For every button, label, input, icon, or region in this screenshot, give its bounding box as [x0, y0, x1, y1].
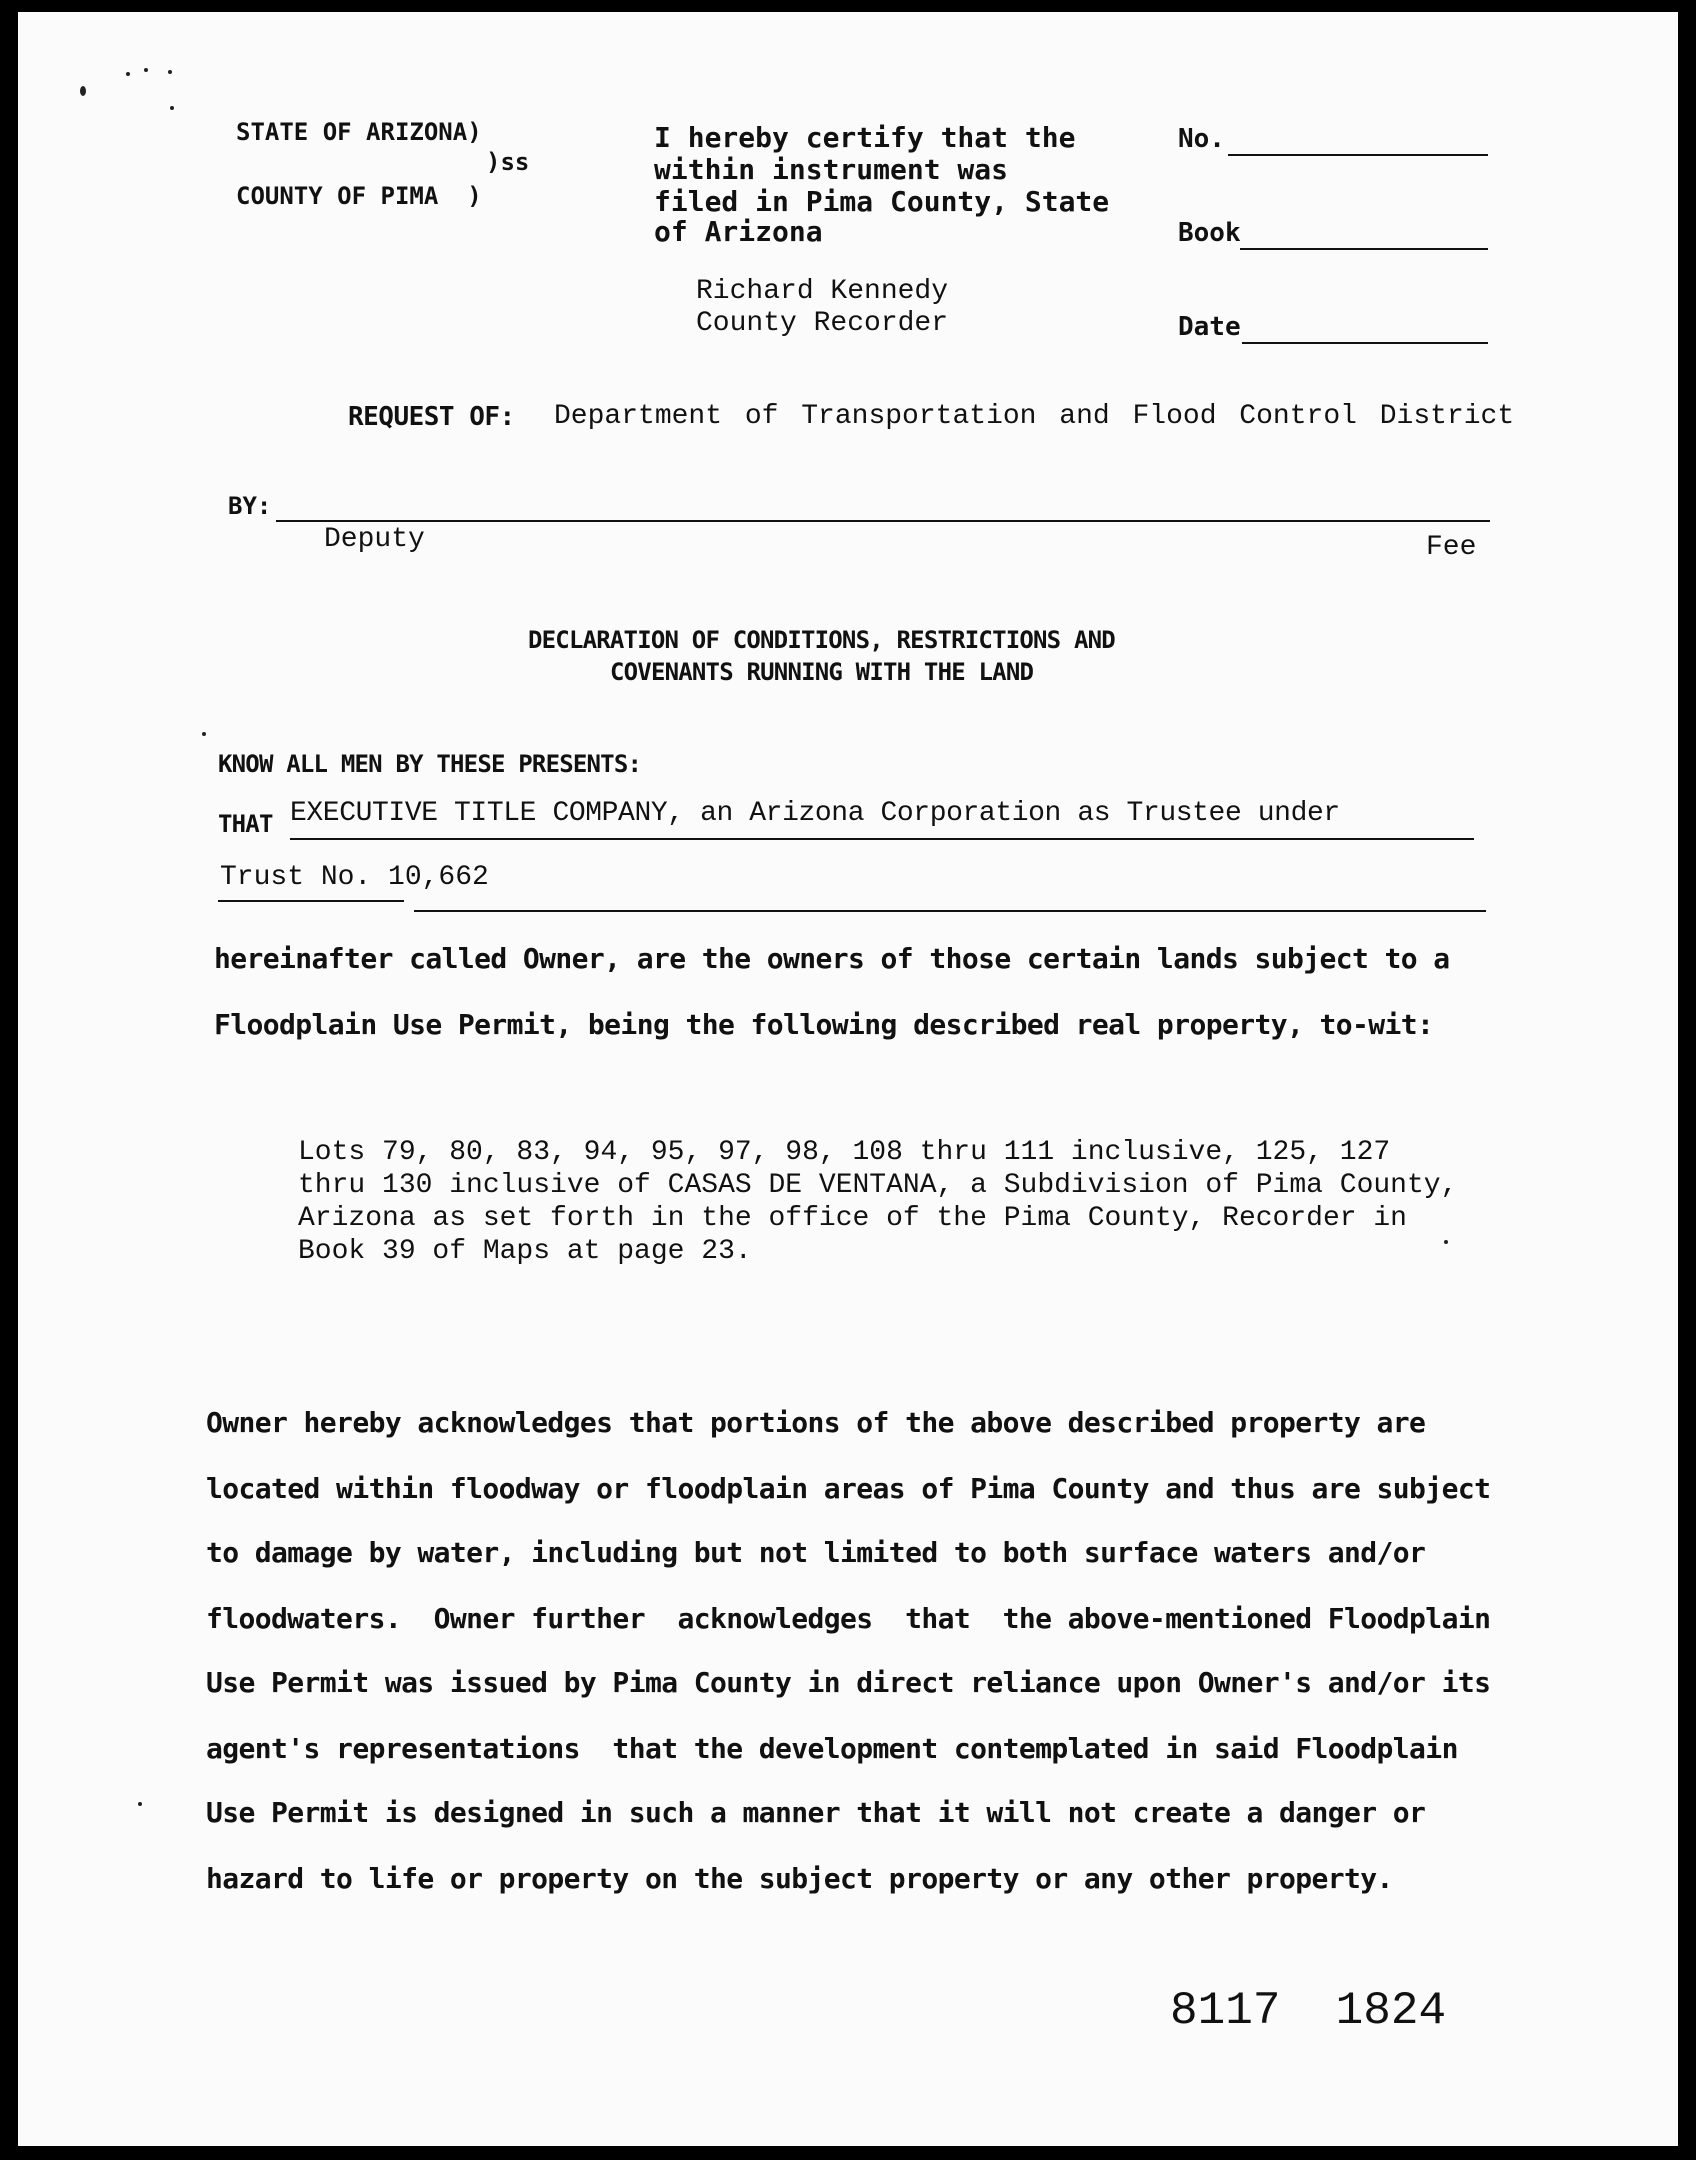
scan-speck	[170, 106, 174, 110]
owner-line-1: EXECUTIVE TITLE COMPANY, an Arizona Corporation as Trustee under	[290, 798, 1340, 829]
certify-line-4: of Arizona	[654, 215, 823, 248]
state-label: STATE OF ARIZONA)	[236, 118, 482, 146]
record-number: 8117 1824	[1170, 1985, 1447, 2037]
scan-speck	[168, 70, 172, 74]
certify-line-3: filed in Pima County, State	[654, 185, 1110, 218]
know-all-men: KNOW ALL MEN BY THESE PRESENTS:	[218, 750, 642, 778]
no-label: No.	[1178, 124, 1225, 154]
document-page	[18, 12, 1678, 2146]
scan-speck	[138, 1802, 142, 1806]
scan-speck	[126, 72, 130, 76]
recorder-title: County Recorder	[696, 308, 949, 339]
book-blank-line	[1240, 248, 1488, 250]
county-label: COUNTY OF PIMA )	[236, 182, 482, 210]
body-line-4: floodwaters. Owner further acknowledges that the above-mentioned Floodplain	[206, 1602, 1491, 1635]
by-label: BY:	[228, 492, 272, 520]
ss-mark: )ss	[486, 148, 530, 176]
declaration-title-line-2: COVENANTS RUNNING WITH THE LAND	[610, 658, 1034, 686]
book-label: Book	[1178, 218, 1241, 248]
body-line-5: Use Permit was issued by Pima County in direct reliance upon Owner's and/or its	[206, 1666, 1491, 1699]
scan-speck	[1444, 1240, 1448, 1244]
request-label: REQUEST OF:	[348, 402, 515, 432]
date-blank-line	[1242, 342, 1488, 344]
owner-line-2-rule-b	[414, 910, 1486, 912]
no-blank-line	[1228, 154, 1488, 156]
body-line-8: hazard to life or property on the subject property or any other property.	[206, 1862, 1393, 1895]
certify-line-1: I hereby certify that the	[654, 121, 1076, 154]
declaration-title-line-1: DECLARATION OF CONDITIONS, RESTRICTIONS AND	[528, 626, 1115, 654]
by-signature-line	[276, 520, 1490, 522]
recorder-name: Richard Kennedy	[696, 276, 949, 307]
body-line-2: located within floodway or floodplain areas of Pima County and thus are subject	[206, 1472, 1491, 1505]
body-line-6: agent's representations that the development contemplated in said Floodplain	[206, 1732, 1458, 1765]
owner-line-2: Trust No. 10,662	[220, 862, 489, 893]
intro-line-1: hereinafter called Owner, are the owners of those certain lands subject to a	[214, 942, 1450, 975]
body-line-7: Use Permit is designed in such a manner that it will not create a danger or	[206, 1796, 1426, 1829]
lots-line-2: thru 130 inclusive of CASAS DE VENTANA, a Subdivision of Pima County,	[298, 1170, 1458, 1201]
body-line-1: Owner hereby acknowledges that portions of the above described property are	[206, 1406, 1426, 1439]
owner-line-2-rule-a	[218, 900, 404, 902]
intro-line-2: Floodplain Use Permit, being the following described real property, to-wit:	[214, 1008, 1434, 1041]
lots-line-4: Book 39 of Maps at page 23.	[298, 1236, 752, 1267]
deputy-label: Deputy	[324, 524, 425, 555]
scan-speck	[80, 86, 86, 96]
scan-speck	[144, 68, 148, 72]
certify-line-2: within instrument was	[654, 153, 1009, 186]
owner-line-1-rule	[290, 838, 1474, 840]
fee-label: Fee	[1426, 532, 1477, 563]
body-line-3: to damage by water, including but not limited to both surface waters and/or	[206, 1536, 1426, 1569]
lots-line-1: Lots 79, 80, 83, 94, 95, 97, 98, 108 thru 111 inclusive, 125, 127	[298, 1137, 1391, 1168]
scan-speck	[202, 732, 206, 736]
request-value: Department of Transportation and Flood Control District	[554, 401, 1515, 432]
that-label: THAT	[218, 810, 273, 838]
date-label: Date	[1178, 312, 1241, 342]
lots-line-3: Arizona as set forth in the office of the Pima County, Recorder in	[298, 1203, 1407, 1234]
